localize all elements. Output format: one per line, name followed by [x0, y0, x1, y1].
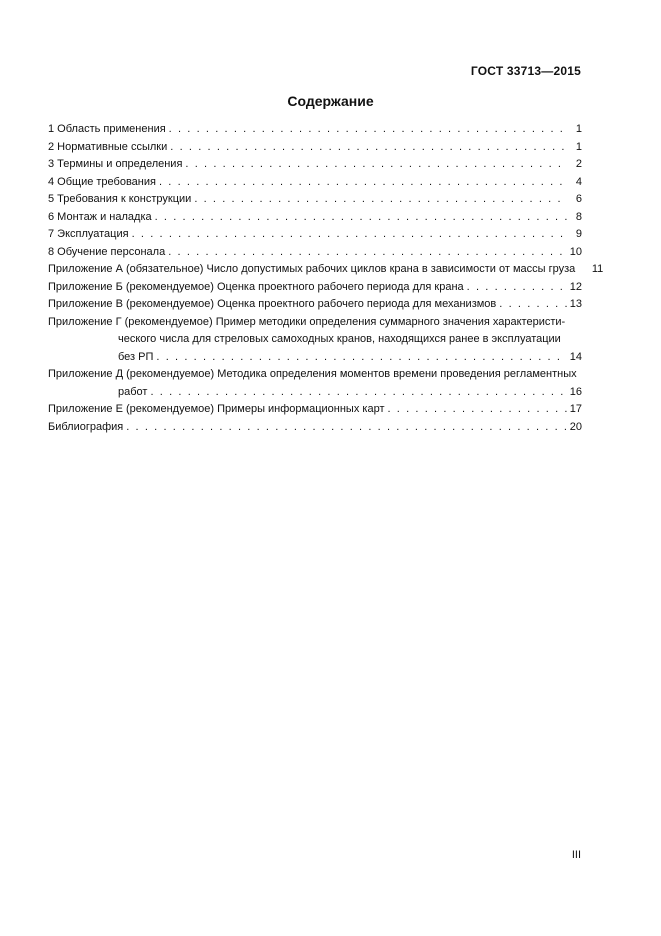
- toc-entry[interactable]: [48, 261, 604, 279]
- toc-page-number: 1: [575, 140, 582, 153]
- toc-page-number: 6: [575, 193, 582, 205]
- toc-page-number: 1: [575, 123, 582, 135]
- toc-entry[interactable]: [48, 401, 582, 419]
- toc-page-number: 4: [575, 175, 582, 188]
- toc-entry-line: [48, 314, 582, 332]
- toc-entry-text: без РП: [118, 350, 154, 363]
- toc-leader-dots: [126, 419, 567, 437]
- toc-entry-text: 8 Обучение персонала: [48, 245, 166, 258]
- toc-leader-dots: [170, 139, 567, 157]
- toc-leader-dots: [159, 174, 567, 192]
- toc-leader-dots: [467, 279, 567, 297]
- toc-entry[interactable]: [48, 139, 582, 157]
- toc-entry[interactable]: [48, 419, 582, 437]
- toc-entry[interactable]: [48, 296, 582, 314]
- toc-leader-dots: [499, 296, 566, 314]
- toc-entry-text: Приложение Д (рекомендуемое) Методика определения моментов времени проведения регламентных: [48, 368, 577, 380]
- toc-entry-text: работ: [118, 385, 148, 398]
- toc-entry-line: [48, 156, 582, 174]
- toc-page-number: 16: [569, 385, 582, 398]
- toc-entry-line: [48, 209, 582, 227]
- toc-entry-text: Приложение Б (рекомендуемое) Оценка проектного рабочего периода для крана: [48, 280, 464, 293]
- toc-page-number: 9: [575, 228, 582, 240]
- toc-entry-text: ческого числа для стреловых самоходных кранов, находящихся ранее в эксплуатации: [118, 333, 561, 345]
- toc-entry-text: 3 Термины и определения: [48, 158, 183, 170]
- toc-entry-text: 2 Нормативные ссылки: [48, 140, 168, 153]
- toc-page-number: 2: [575, 158, 582, 170]
- toc-entry-text: 6 Монтаж и наладка: [48, 210, 152, 223]
- toc-page-number: 10: [569, 245, 582, 258]
- toc-entry-line: [48, 401, 582, 419]
- toc-entry-text: Приложение В (рекомендуемое) Оценка проектного рабочего периода для механизмов: [48, 298, 497, 310]
- toc-page-number: 11: [591, 263, 604, 275]
- toc-leader-dots: [387, 401, 566, 419]
- toc-entry-line: [48, 121, 582, 139]
- toc-entry[interactable]: [48, 174, 582, 192]
- toc-leader-dots: [156, 349, 566, 367]
- toc-page-number: 12: [569, 280, 582, 293]
- toc-entry-text: Библиография: [48, 420, 124, 433]
- toc-leader-dots: [169, 121, 567, 139]
- document-code: ГОСТ 33713—2015: [470, 64, 581, 78]
- toc-entry[interactable]: [48, 121, 582, 139]
- toc-entry-text: 1 Область применения: [48, 123, 166, 135]
- toc-entry-line: [48, 244, 582, 262]
- toc-entry[interactable]: [48, 366, 582, 401]
- toc-leader-dots: [155, 209, 567, 227]
- toc-entry-line: [48, 419, 582, 437]
- toc-page-number: 14: [569, 350, 582, 363]
- toc-leader-dots: [185, 156, 567, 174]
- page-number: III: [571, 849, 581, 861]
- table-of-contents: [48, 121, 604, 436]
- toc-leader-dots: [150, 384, 566, 402]
- toc-entry-line: [48, 139, 582, 157]
- toc-entry-line: [48, 384, 582, 402]
- toc-entry-text: Приложение Г (рекомендуемое) Пример методики определения суммарного значения характеристи-: [48, 315, 566, 328]
- toc-leader-dots: [194, 191, 567, 209]
- toc-entry-line: [48, 261, 604, 279]
- toc-entry-line: [48, 366, 582, 384]
- page-title: Содержание: [287, 93, 374, 109]
- toc-entry-text: Приложение А (обязательное) Число допустимых рабочих циклов крана в зависимости от массы груза: [48, 263, 576, 275]
- toc-entry[interactable]: [48, 156, 582, 174]
- toc-entry-line: [48, 226, 582, 244]
- toc-entry-line: [48, 174, 582, 192]
- toc-entry-line: [48, 191, 582, 209]
- toc-entry-text: 7 Эксплуатация: [48, 228, 129, 240]
- toc-entry-text: Приложение Е (рекомендуемое) Примеры информационных карт: [48, 403, 385, 415]
- toc-entry-text: 4 Общие требования: [48, 175, 156, 188]
- toc-entry[interactable]: [48, 244, 582, 262]
- toc-entry-line: [48, 349, 582, 367]
- toc-entry[interactable]: [48, 279, 582, 297]
- toc-entry[interactable]: [48, 209, 582, 227]
- toc-page-number: 17: [569, 403, 582, 415]
- toc-entry[interactable]: [48, 314, 582, 367]
- toc-entry-line: [48, 279, 582, 297]
- toc-entry-line: [48, 331, 582, 349]
- toc-page-number: 8: [575, 210, 582, 223]
- toc-page-number: 13: [569, 298, 582, 310]
- toc-leader-dots: [132, 226, 567, 244]
- toc-entry-line: [48, 296, 582, 314]
- toc-leader-dots: [168, 244, 567, 262]
- toc-entry[interactable]: [48, 226, 582, 244]
- toc-page-number: 20: [569, 420, 582, 433]
- toc-entry[interactable]: [48, 191, 582, 209]
- toc-entry-text: 5 Требования к конструкции: [48, 193, 192, 205]
